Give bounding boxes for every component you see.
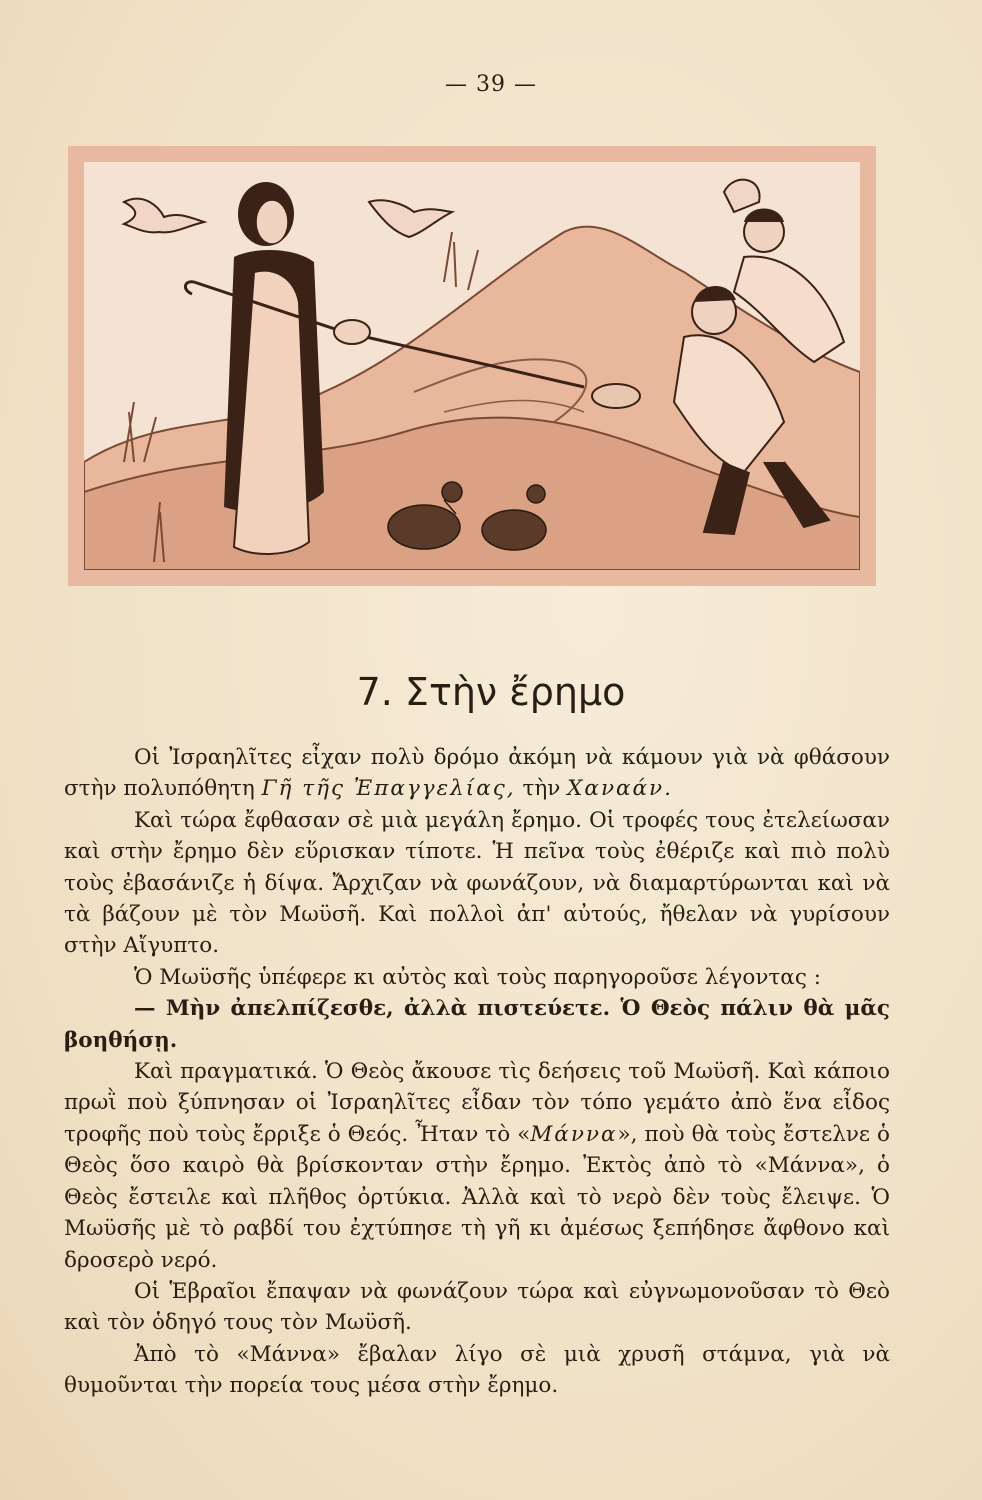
paragraph-1 bbox=[64, 742, 890, 805]
moses-desert-illustration bbox=[84, 162, 860, 570]
manna-emphasis: Μάννα bbox=[530, 1121, 618, 1147]
paragraph-3: Ὁ Μωϋσῆς ὑπέφερε κι αὐτὸς καὶ τοὺς παρηγοροῦσε λέγοντας : bbox=[134, 964, 821, 990]
paragraph-5-text-a: Καὶ πραγματικά. Ὁ Θεὸς ἄκουσε τὶς δεήσεις τοῦ Μωϋσῆ. Καὶ κάποιο πρωῒ ποὺ ξύπνησαν οἱ Ἰσραηλῖτες εἶδαν τὸν τόπο γεμάτο ἀπὸ ἕνα εἶδος τροφῆς ποὺ τοὺς ἔρριξε ὁ Θεός. Ἦταν τὸ « bbox=[64, 1059, 890, 1147]
paragraph-1-text: Οἱ Ἰσραηλῖτες εἶχαν πολὺ δρόμο ἀκόμη νὰ κάμουν γιὰ νὰ φθάσουν στὴν πολυπόθητη bbox=[64, 745, 890, 802]
paragraph-5-text-b: », ποὺ θὰ τοὺς ἔστελνε ὁ Θεὸς ὅσο καιρὸ θὰ βρίσκονταν στὴν ἔρημο. Ἐκτὸς ἀπὸ τὸ «Μάννα», ὁ Θεὸς ἔστειλε καὶ πλῆθος ὀρτύκια. Ἀλλὰ καὶ τὸ νερὸ δὲν τοὺς ἔλειψε. Ὁ Μωϋσῆς μὲ τὸ ραβδί του ἐχτύπησε τὴ γῆ κι ἀμέσως ξεπήδησε ἄφθονο καὶ δροσερὸ νερό. bbox=[64, 1121, 890, 1273]
chapter-title: 7. Στὴν ἔρημο bbox=[356, 670, 626, 714]
moses-speech: — Μὴν ἀπελπίζεσθε, ἀλλὰ πιστεύετε. Ὁ Θεὸς πάλιν θὰ μᾶς βοηθήσῃ. bbox=[64, 996, 890, 1053]
chapter-body bbox=[64, 742, 890, 1402]
paragraph-5 bbox=[64, 1056, 890, 1276]
promised-land-emphasis: Γῆ τῆς Ἐπαγγελίας, bbox=[261, 776, 516, 802]
page-number: — 39 — bbox=[445, 72, 537, 97]
paragraph-2: Καὶ τώρα ἔφθασαν σὲ μιὰ μεγάλη ἔρημο. Οἱ τροφές τους ἐτελείωσαν καὶ στὴν ἔρημο δὲν εὕρισκαν τίποτε. Ἡ πεῖνα τοὺς ἐθέριζε καὶ πιὸ πολὺ τοὺς ἐβασάνιζε ἡ δίψα. Ἄρχιζαν νὰ φωνάζουν, νὰ διαμαρτύρωνται καὶ νὰ τὰ βάζουν μὲ τὸν Μωϋσῆ. Καὶ πολλοὶ ἀπ' αὐτούς, ἤθελαν νὰ γυρίσουν στὴν Αἴγυπτο. bbox=[64, 807, 890, 959]
paragraph-6: Οἱ Ἑβραῖοι ἔπαψαν νὰ φωνάζουν τώρα καὶ εὐγνωμονοῦσαν τὸ Θεὸ καὶ τὸν ὁδηγό τους τὸν Μωϋσῆ. bbox=[64, 1278, 890, 1336]
paragraph-1-connector: τὴν bbox=[515, 776, 568, 802]
illustration-frame bbox=[68, 146, 876, 586]
paragraph-7: Ἀπὸ τὸ «Μάννα» ἔβαλαν λίγο σὲ μιὰ χρυσῆ στάμνα, γιὰ νὰ θυμοῦνται τὴν πορεία τους μέσα στὴν ἔρημο. bbox=[64, 1341, 890, 1399]
canaan-emphasis: Χαναάν. bbox=[567, 776, 673, 802]
